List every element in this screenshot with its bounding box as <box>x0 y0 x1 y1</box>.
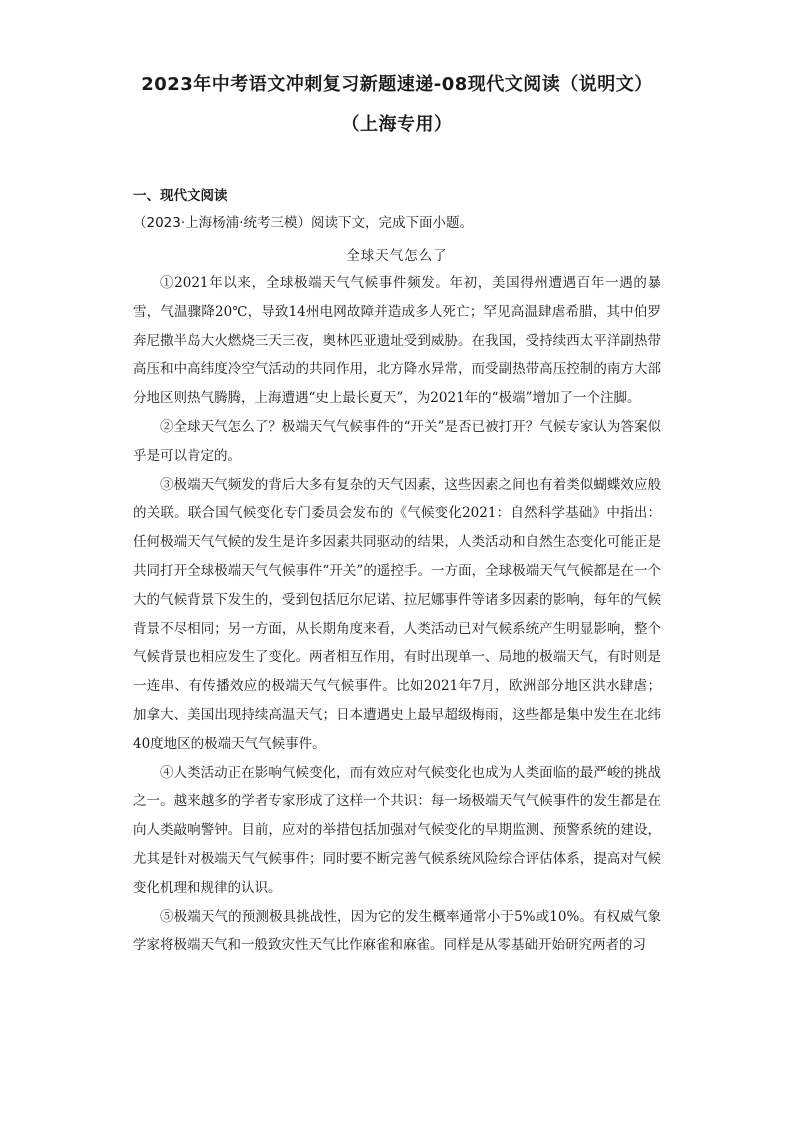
document-title-line1: 2023年中考语文冲刺复习新题速递-08现代文阅读（说明文） <box>141 74 653 95</box>
paragraph-1: ①2021年以来，全球极端天气气候事件频发。年初，美国得州遭遇百年一遇的暴雪，气温骤降20℃，导致14州电网故障并造成多人死亡；罕见高温肆虐希腊，其中伯罗奔尼撒半岛大火燃烧三天三夜，奥林匹亚遗址受到威胁。在我国，受持续西太平洋副热带高压和中高纬度冷空气活动的共同作用，北方降水异常，而受副热带高压控制的南方大部分地区则热气腾腾，上海遭遇“史上最长夏天”，为2021年的“极端”增加了一个注脚。 <box>133 275 661 407</box>
paragraph-4: ④人类活动正在影响气候变化，而有效应对气候变化也成为人类面临的最严峻的挑战之一。越来越多的学者专家形成了这样一个共识：每一场极端天气气候事件的发生都是在向人类敲响警钟。目前，应对的举措包括加强对气候变化的早期监测、预警系统的建设，尤其是针对极端天气气候事件；同时要不断完善气候系统风险综合评估体系，提高对气候变化机理和规律的认识。 <box>133 764 661 896</box>
article-body <box>133 269 661 960</box>
article-title: 全球天气怎么了 <box>346 248 448 264</box>
paragraph-3: ③极端天气频发的背后大多有复杂的天气因素，这些因素之间也有着类似蝴蝶效应般的关联。联合国气候变化专门委员会发布的《气候变化2021：自然科学基础》中指出：任何极端天气气候的发生是许多因素共同驱动的结果，人类活动和自然生态变化可能正是共同打开全球极端天气气候事件“开关”的遥控手。一方面，全球极端天气气候都是在一个大的气候背景下发生的，受到包括厄尔尼诺、拉尼娜事件等诸多因素的影响，每年的气候背景不尽相同；另一方面，从长期角度来看，人类活动已对气候系统产生明显影响，整个气候背景也相应发生了变化。两者相互作用，有时出现单一、局地的极端天气，有时则是一连串、有传播效应的极端天气气候事件。比如2021年7月，欧洲部分地区洪水肆虐；加拿大、美国出现持续高温天气；日本遭遇史上最早超级梅雨，这些都是集中发生在北纬40度地区的极端天气气候事件。 <box>133 476 661 752</box>
document-title-line2: （上海专用） <box>341 114 453 135</box>
paragraph-5: ⑤极端天气的预测极具挑战性，因为它的发生概率通常小于5%或10%。有权威气象学家将极端天气和一般致灾性天气比作麻雀和麻雀。同样是从零基础开始研究两者的习 <box>133 908 661 954</box>
section-heading: 一、现代文阅读 <box>133 188 228 204</box>
paragraph-2: ②全球天气怎么了？极端天气气候事件的“开关”是否已被打开？气候专家认为答案似乎是可以肯定的。 <box>133 418 661 464</box>
question-source-line: （2023·上海杨浦·统考三模）阅读下文，完成下面小题。 <box>133 215 473 231</box>
